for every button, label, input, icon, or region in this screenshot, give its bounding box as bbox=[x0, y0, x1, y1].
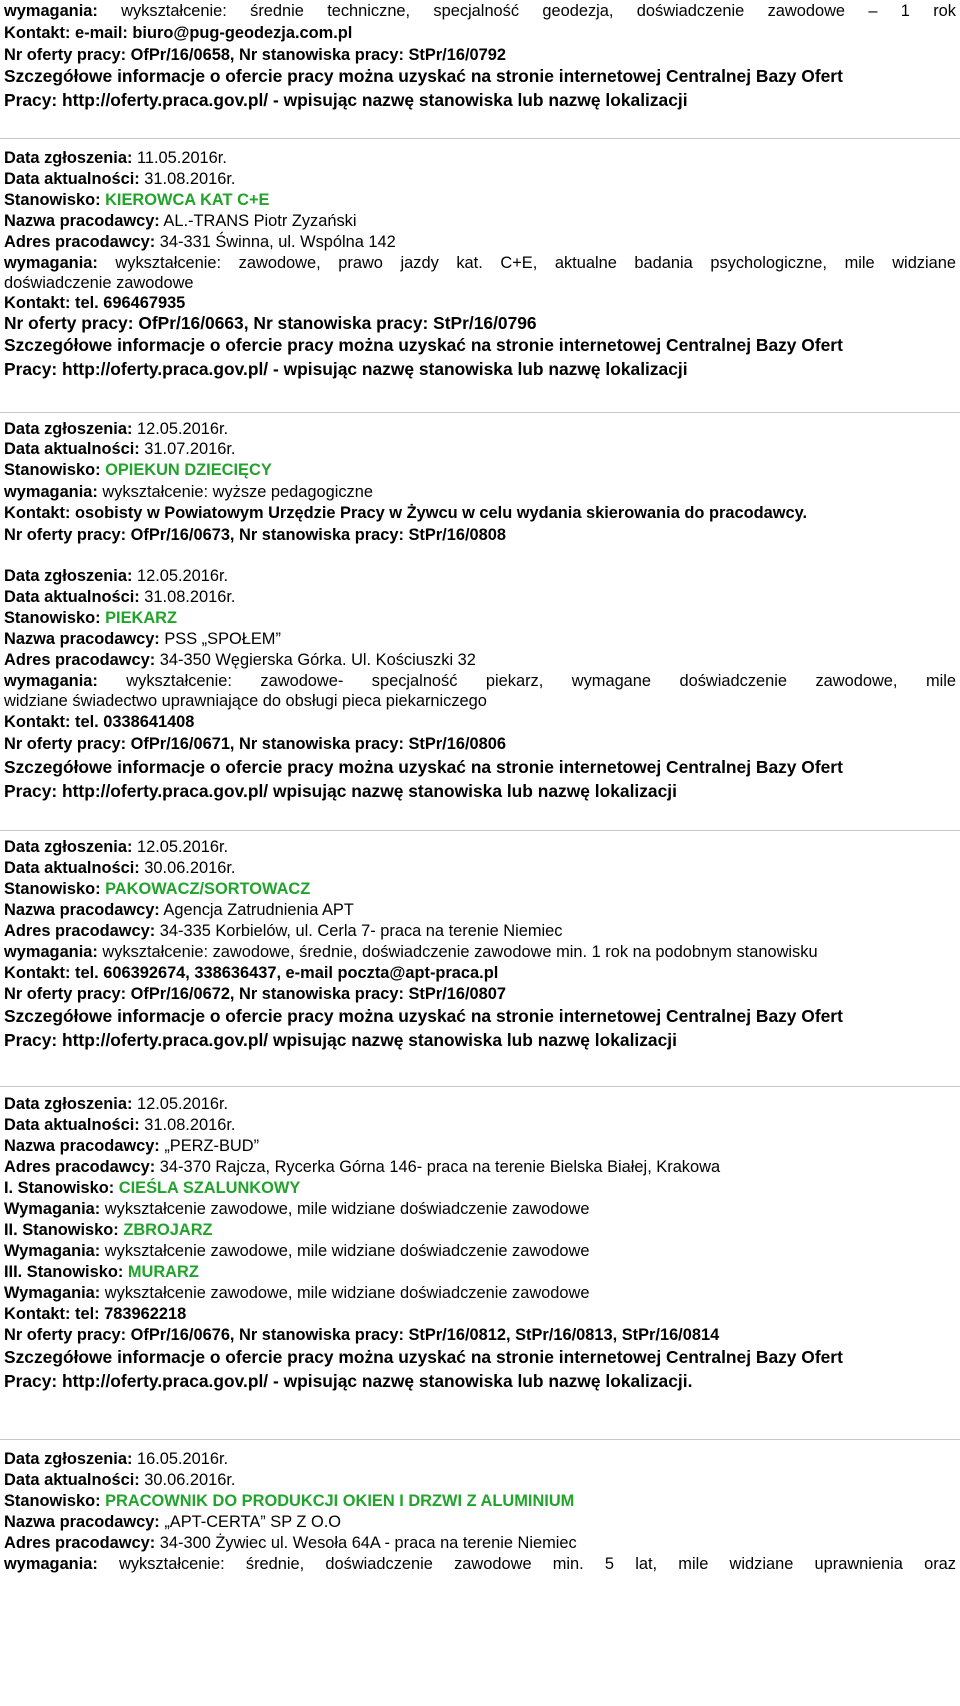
value: wykształcenie: średnie techniczne, specjalność geodezja, doświadczenie zawodowe – 1 rok bbox=[97, 2, 956, 20]
position-line bbox=[4, 1490, 574, 1513]
value: wykształcenie: zawodowe, średnie, doświadczenie zawodowe min. 1 rok na podobnym stanowisku bbox=[97, 943, 818, 961]
info-url-line: Pracy: http://oferty.praca.gov.pl/ - wpisując nazwę stanowiska lub nazwę lokalizacji bbox=[4, 359, 688, 379]
info-url-line: Pracy: http://oferty.praca.gov.pl/ wpisując nazwę stanowiska lub nazwę lokalizacji bbox=[4, 781, 677, 801]
info-url-line: Pracy: http://oferty.praca.gov.pl/ - wpisując nazwę stanowiska lub nazwę lokalizacji. bbox=[4, 1371, 693, 1391]
label: Data zgłoszenia: bbox=[4, 420, 133, 438]
label: Data aktualności: bbox=[4, 588, 140, 606]
offer-number-line: Nr oferty pracy: OfPr/16/0671, Nr stanowiska pracy: StPr/16/0806 bbox=[4, 735, 506, 753]
label: Adres pracodawcy: bbox=[4, 922, 156, 940]
info-url-line: Pracy: http://oferty.praca.gov.pl/ - wpisując nazwę stanowiska lub nazwę lokalizacji bbox=[4, 90, 688, 110]
address-line bbox=[4, 1532, 577, 1555]
value: 31.08.2016r. bbox=[139, 170, 236, 188]
value: AL.-TRANS Piotr Zyzański bbox=[159, 212, 357, 230]
label: Nazwa pracodawcy: bbox=[4, 630, 160, 648]
label: Wymagania: bbox=[4, 1242, 101, 1260]
label: Data zgłoszenia: bbox=[4, 149, 133, 167]
info-line: Szczegółowe informacje o ofercie pracy można uzyskać na stronie internetowej Centralnej Bazy Ofert bbox=[4, 66, 843, 86]
position-line bbox=[4, 878, 310, 901]
position-line bbox=[4, 1219, 213, 1242]
address-line bbox=[4, 920, 562, 943]
contact-line: Kontakt: e-mail: biuro@pug-geodezja.com.pl bbox=[4, 24, 353, 42]
date-line bbox=[4, 1093, 228, 1116]
employer-line bbox=[4, 210, 357, 233]
label: wymagania: bbox=[4, 1555, 98, 1573]
position-title: CIEŚLA SZALUNKOWY bbox=[118, 1179, 301, 1197]
contact-line: Kontakt: tel. 606392674, 338636437, e-mail poczta@apt-praca.pl bbox=[4, 964, 499, 982]
label: Nazwa pracodawcy: bbox=[4, 1513, 160, 1531]
value: PSS „SPOŁEM” bbox=[159, 630, 281, 648]
contact-line: Kontakt: osobisty w Powiatowym Urzędzie Pracy w Żywcu w celu wydania skierowania do pracodawcy. bbox=[4, 504, 808, 522]
value: „APT-CERTA” SP Z O.O bbox=[159, 1513, 342, 1531]
value: „PERZ-BUD” bbox=[159, 1137, 260, 1155]
actuality-line bbox=[4, 1114, 235, 1137]
label: Nazwa pracodawcy: bbox=[4, 901, 160, 919]
label: wymagania: bbox=[4, 254, 98, 272]
label: Nazwa pracodawcy: bbox=[4, 1137, 160, 1155]
label: Adres pracodawcy: bbox=[4, 233, 156, 251]
value: 12.05.2016r. bbox=[132, 420, 229, 438]
value: wykształcenie zawodowe, mile widziane doświadczenie zawodowe bbox=[100, 1284, 590, 1302]
employer-line bbox=[4, 628, 281, 651]
requirements-line bbox=[4, 481, 373, 504]
label: Wymagania: bbox=[4, 1284, 101, 1302]
label: Data zgłoszenia: bbox=[4, 1450, 133, 1468]
label: Data aktualności: bbox=[4, 440, 140, 458]
offer-number-line: Nr oferty pracy: OfPr/16/0663, Nr stanowiska pracy: StPr/16/0796 bbox=[4, 313, 537, 333]
requirements-line bbox=[4, 1282, 589, 1305]
info-line: Szczegółowe informacje o ofercie pracy można uzyskać na stronie internetowej Centralnej Bazy Ofert bbox=[4, 1347, 843, 1367]
requirements-line bbox=[4, 1553, 956, 1576]
info-url-line: Pracy: http://oferty.praca.gov.pl/ wpisując nazwę stanowiska lub nazwę lokalizacji bbox=[4, 1030, 677, 1050]
value: 31.08.2016r. bbox=[139, 1116, 236, 1134]
label: Data aktualności: bbox=[4, 859, 140, 877]
value: 30.06.2016r. bbox=[139, 1471, 236, 1489]
requirements-line bbox=[4, 0, 956, 23]
requirements-line bbox=[4, 1240, 589, 1263]
actuality-line bbox=[4, 1469, 235, 1492]
label: II. Stanowisko: bbox=[4, 1221, 124, 1239]
position-title: PIEKARZ bbox=[105, 609, 178, 627]
divider bbox=[0, 1439, 960, 1440]
info-line: Szczegółowe informacje o ofercie pracy można uzyskać na stronie internetowej Centralnej Bazy Ofert bbox=[4, 1006, 843, 1026]
contact-line: Kontakt: tel. 696467935 bbox=[4, 294, 186, 312]
label: Stanowisko: bbox=[4, 191, 106, 209]
label: Adres pracodawcy: bbox=[4, 651, 156, 669]
divider bbox=[0, 1086, 960, 1087]
contact-line: Kontakt: tel. 0338641408 bbox=[4, 713, 195, 731]
value: wykształcenie: zawodowe, prawo jazdy kat. C+E, aktualne badania psychologiczne, mile widziane bbox=[97, 254, 956, 272]
offer-number-line: Nr oferty pracy: OfPr/16/0658, Nr stanowiska pracy: StPr/16/0792 bbox=[4, 46, 506, 64]
value: wykształcenie: wyższe pedagogiczne bbox=[97, 483, 373, 501]
position-title: KIEROWCA KAT C+E bbox=[105, 191, 270, 209]
value: 12.05.2016r. bbox=[132, 838, 229, 856]
position-line bbox=[4, 607, 177, 630]
address-line bbox=[4, 649, 476, 672]
label: Wymagania: bbox=[4, 1200, 101, 1218]
value: wykształcenie: zawodowe- specjalność piekarz, wymagane doświadczenie zawodowe, mile bbox=[97, 672, 956, 690]
address-line bbox=[4, 231, 396, 254]
label: Data aktualności: bbox=[4, 1471, 140, 1489]
label: wymagania: bbox=[4, 2, 98, 20]
actuality-line bbox=[4, 586, 235, 609]
value: 12.05.2016r. bbox=[132, 567, 229, 585]
divider bbox=[0, 412, 960, 413]
position-line bbox=[4, 189, 269, 212]
position-line bbox=[4, 459, 272, 482]
value: 16.05.2016r. bbox=[132, 1450, 229, 1468]
info-line: Szczegółowe informacje o ofercie pracy można uzyskać na stronie internetowej Centralnej Bazy Ofert bbox=[4, 335, 843, 355]
address-line bbox=[4, 1156, 720, 1179]
date-line bbox=[4, 565, 228, 588]
value: wykształcenie: średnie, doświadczenie zawodowe min. 5 lat, mile widziane uprawnienia oraz bbox=[97, 1555, 956, 1573]
label: I. Stanowisko: bbox=[4, 1179, 119, 1197]
requirements-line bbox=[4, 1198, 589, 1221]
value: 34-331 Świnna, ul. Wspólna 142 bbox=[155, 233, 396, 251]
label: Nazwa pracodawcy: bbox=[4, 212, 160, 230]
actuality-line bbox=[4, 857, 235, 880]
label: Adres pracodawcy: bbox=[4, 1158, 156, 1176]
date-line bbox=[4, 147, 227, 170]
label: III. Stanowisko: bbox=[4, 1263, 128, 1281]
position-line bbox=[4, 1177, 300, 1200]
requirements-line-2: doświadczenie zawodowe bbox=[4, 274, 194, 292]
label: wymagania: bbox=[4, 943, 98, 961]
position-title: MURARZ bbox=[127, 1263, 199, 1281]
actuality-line bbox=[4, 168, 235, 191]
label: Adres pracodawcy: bbox=[4, 1534, 156, 1552]
label: Stanowisko: bbox=[4, 461, 106, 479]
label: Data aktualności: bbox=[4, 170, 140, 188]
offer-number-line: Nr oferty pracy: OfPr/16/0673, Nr stanowiska pracy: StPr/16/0808 bbox=[4, 526, 506, 544]
label: Stanowisko: bbox=[4, 1492, 106, 1510]
offer-number-line: Nr oferty pracy: OfPr/16/0672, Nr stanowiska pracy: StPr/16/0807 bbox=[4, 985, 506, 1003]
position-title: PRACOWNIK DO PRODUKCJI OKIEN I DRZWI Z ALUMINIUM bbox=[105, 1492, 575, 1510]
label: Data aktualności: bbox=[4, 1116, 140, 1134]
label: wymagania: bbox=[4, 672, 98, 690]
contact-line: Kontakt: tel: 783962218 bbox=[4, 1305, 187, 1323]
requirements-line bbox=[4, 941, 818, 964]
date-line bbox=[4, 836, 228, 859]
actuality-line bbox=[4, 438, 235, 461]
value: Agencja Zatrudnienia APT bbox=[159, 901, 354, 919]
label: Data zgłoszenia: bbox=[4, 567, 133, 585]
value: 12.05.2016r. bbox=[132, 1095, 229, 1113]
employer-line bbox=[4, 1511, 341, 1534]
info-line: Szczegółowe informacje o ofercie pracy można uzyskać na stronie internetowej Centralnej Bazy Ofert bbox=[4, 757, 843, 777]
value: 30.06.2016r. bbox=[139, 859, 236, 877]
position-title: OPIEKUN DZIECIĘCY bbox=[105, 461, 272, 479]
value: 34-300 Żywiec ul. Wesoła 64A - praca na terenie Niemiec bbox=[155, 1534, 577, 1552]
position-line bbox=[4, 1261, 199, 1284]
value: 31.08.2016r. bbox=[139, 588, 236, 606]
label: Stanowisko: bbox=[4, 609, 106, 627]
value: 11.05.2016r. bbox=[132, 149, 227, 167]
offer-number-line: Nr oferty pracy: OfPr/16/0676, Nr stanowiska pracy: StPr/16/0812, StPr/16/0813, StPr/16/0814 bbox=[4, 1326, 720, 1344]
label: wymagania: bbox=[4, 483, 98, 501]
position-title: PAKOWACZ/SORTOWACZ bbox=[105, 880, 311, 898]
label: Data zgłoszenia: bbox=[4, 1095, 133, 1113]
label: Stanowisko: bbox=[4, 880, 106, 898]
divider bbox=[0, 830, 960, 831]
value: 34-335 Korbielów, ul. Cerla 7- praca na terenie Niemiec bbox=[155, 922, 563, 940]
value: 34-350 Węgierska Górka. Ul. Kościuszki 32 bbox=[155, 651, 476, 669]
label: Data zgłoszenia: bbox=[4, 838, 133, 856]
position-title: ZBROJARZ bbox=[123, 1221, 213, 1239]
requirements-line-2: widziane świadectwo uprawniające do obsługi pieca piekarniczego bbox=[4, 692, 487, 710]
employer-line bbox=[4, 899, 354, 922]
value: 31.07.2016r. bbox=[139, 440, 236, 458]
divider bbox=[0, 138, 960, 139]
value: wykształcenie zawodowe, mile widziane doświadczenie zawodowe bbox=[100, 1200, 590, 1218]
value: 34-370 Rajcza, Rycerka Górna 146- praca na terenie Bielska Białej, Krakowa bbox=[155, 1158, 721, 1176]
employer-line bbox=[4, 1135, 259, 1158]
date-line bbox=[4, 1448, 228, 1471]
value: wykształcenie zawodowe, mile widziane doświadczenie zawodowe bbox=[100, 1242, 590, 1260]
